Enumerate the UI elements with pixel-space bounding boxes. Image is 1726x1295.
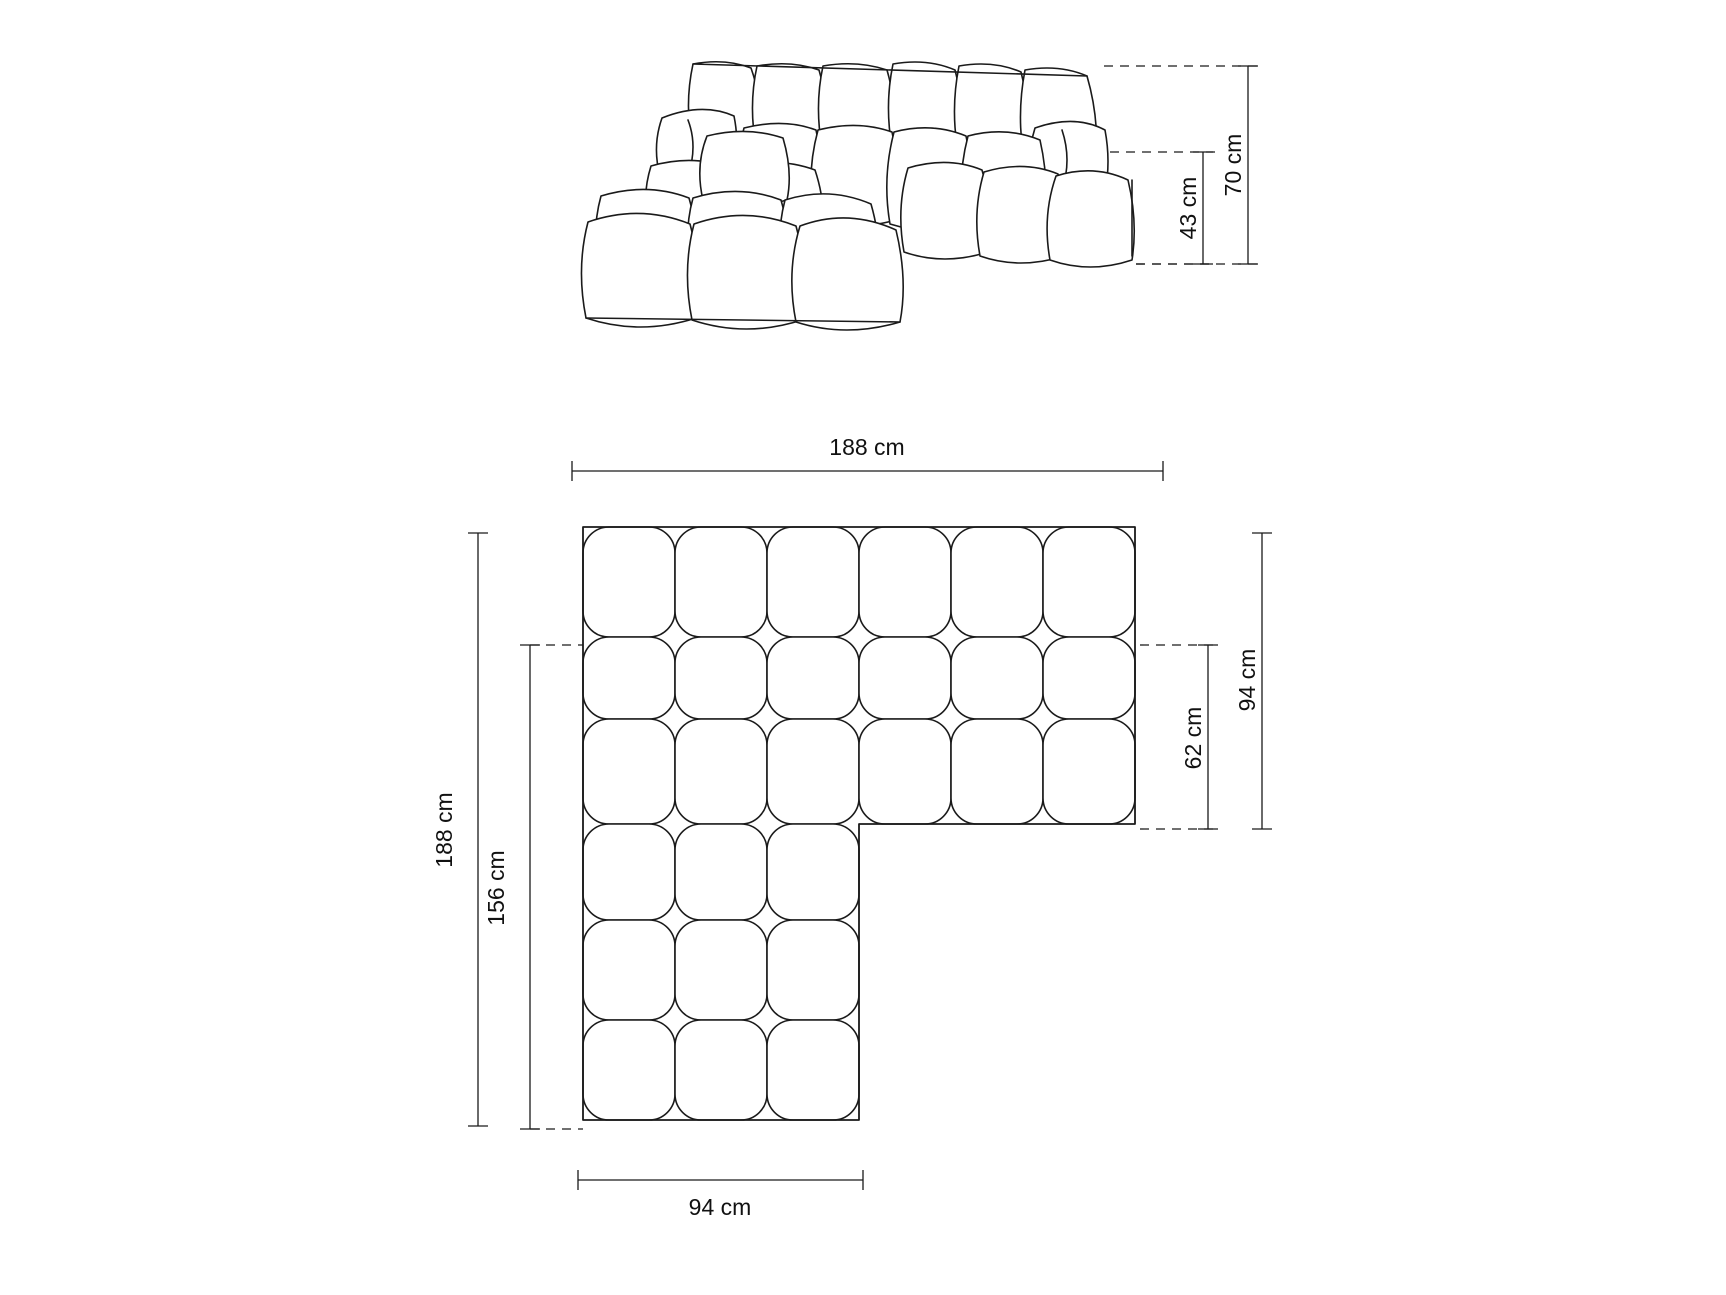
top-chaise-cushion-e2 bbox=[675, 1020, 767, 1120]
top-chaise-cushion-c1 bbox=[583, 824, 675, 920]
chaise-cushion-front-1 bbox=[581, 213, 698, 327]
top-seat-cushion-a1 bbox=[583, 637, 675, 719]
chaise-cushion-front-2 bbox=[687, 215, 804, 329]
top-backrest-cushion-4 bbox=[859, 527, 951, 637]
top-backrest-cushion-3 bbox=[767, 527, 859, 637]
top-seat-cushion-a6 bbox=[1043, 637, 1135, 719]
top-seat-cushion-a3 bbox=[767, 637, 859, 719]
top-seat-cushion-a2 bbox=[675, 637, 767, 719]
top-chaise-cushion-d1 bbox=[583, 920, 675, 1020]
top-backrest-cushion-5 bbox=[951, 527, 1043, 637]
base-module-right-3 bbox=[1047, 171, 1134, 267]
top-seat-cushion-b2 bbox=[675, 719, 767, 824]
dimension-label-module-width: 94 cm bbox=[688, 1194, 752, 1220]
top-seat-cushion-b3 bbox=[767, 719, 859, 824]
dimension-label-height-total: 70 cm bbox=[1220, 133, 1246, 197]
dimension-label-depth-arm-to-arm: 156 cm bbox=[483, 850, 509, 926]
chaise-cushion-front-3 bbox=[792, 218, 903, 330]
top-chaise-cushion-c2 bbox=[675, 824, 767, 920]
top-seat-cushion-b6 bbox=[1043, 719, 1135, 824]
top-view bbox=[583, 527, 1135, 1120]
top-seat-cushion-a5 bbox=[951, 637, 1043, 719]
top-chaise-cushion-e1 bbox=[583, 1020, 675, 1120]
dimension-label-module-depth: 94 cm bbox=[1234, 648, 1260, 712]
top-chaise-cushion-d3 bbox=[767, 920, 859, 1020]
top-seat-cushion-b4 bbox=[859, 719, 951, 824]
perspective-view bbox=[581, 62, 1134, 330]
dimension-label-width-total: 188 cm bbox=[829, 434, 905, 460]
top-backrest-cushion-1 bbox=[583, 527, 675, 637]
top-seat-cushion-b5 bbox=[951, 719, 1043, 824]
top-backrest-cushion-2 bbox=[675, 527, 767, 637]
top-chaise-cushion-c3 bbox=[767, 824, 859, 920]
top-seat-cushion-a4 bbox=[859, 637, 951, 719]
dimension-label-depth-total: 188 cm bbox=[431, 792, 457, 868]
top-backrest-cushion-6 bbox=[1043, 527, 1135, 637]
top-seat-cushion-b1 bbox=[583, 719, 675, 824]
dimension-label-seat-inner-depth: 62 cm bbox=[1180, 706, 1206, 770]
top-chaise-cushion-e3 bbox=[767, 1020, 859, 1120]
top-chaise-cushion-d2 bbox=[675, 920, 767, 1020]
dimension-label-seat-height: 43 cm bbox=[1175, 176, 1201, 240]
